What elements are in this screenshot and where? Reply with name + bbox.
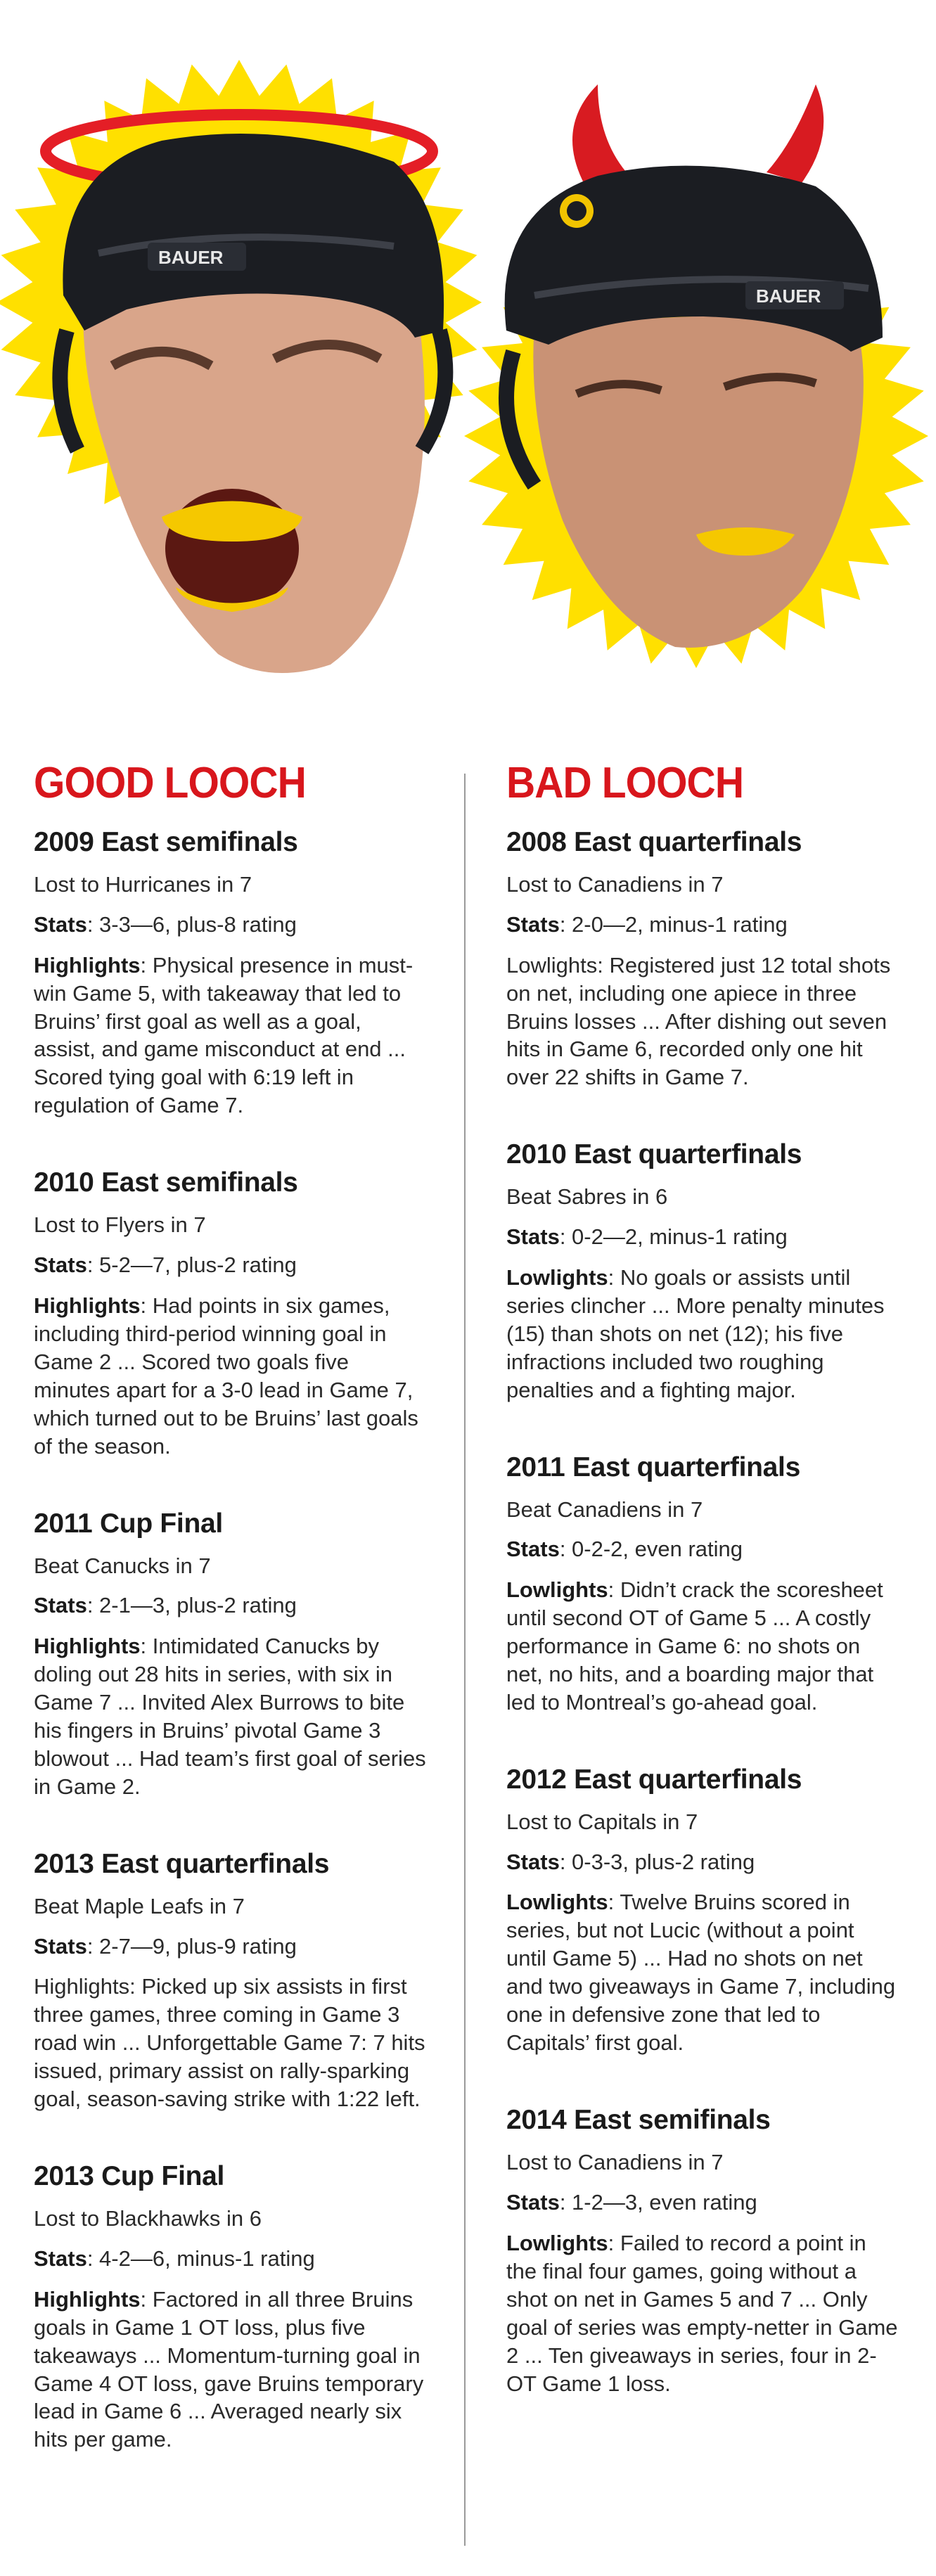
bad-entry — [506, 1764, 900, 2057]
good-entry — [34, 1849, 428, 2113]
entry-title: 2014 East semifinals — [506, 2105, 771, 2136]
notes-text: : Twelve Bruins scored in series, but not Lucic (without a point until Game 5) ... Had no shots on net and two giveaways in Game 7, including one in defensive zone that led to Capitals’ first goal. — [506, 1890, 896, 2056]
good-entry — [34, 1508, 428, 1801]
stats-label: Stats — [506, 1537, 560, 1562]
entry-title: 2010 East semifinals — [34, 1167, 298, 1198]
good-looch-title: GOOD LOOCH — [34, 759, 306, 807]
entry-notes — [506, 1264, 900, 1404]
entry-stats — [34, 1933, 428, 1961]
entry-result: Lost to Canadiens in 7 — [506, 2150, 724, 2175]
bad-entry — [506, 2105, 900, 2397]
notes-label: Lowlights — [506, 1264, 608, 1290]
stats-value: : 0-2-2, even rating — [559, 1537, 743, 1562]
stats-label: Stats — [34, 911, 87, 937]
entry-title: 2010 East quarterfinals — [506, 1139, 802, 1170]
entry-stats — [34, 1592, 428, 1620]
entry-result: Lost to Hurricanes in 7 — [34, 872, 252, 897]
notes-text: : Intimidated Canucks by doling out 28 hits in series, with six in Game 7 ... Invited Alex Burrows to bite his fingers in Bruins’ pivotal Game 3 blowout ... Had team’s first goal of series in Game 2. — [34, 1634, 426, 1799]
entry-notes — [506, 2229, 900, 2398]
entry-title: 2008 East quarterfinals — [506, 827, 802, 858]
stats-label: Stats — [506, 911, 560, 937]
entry-notes — [34, 1973, 428, 2113]
entry-result: Lost to Flyers in 7 — [34, 1212, 206, 1238]
devil-horns-icon — [572, 84, 629, 183]
entry-title: 2009 East semifinals — [34, 827, 298, 858]
notes-text: Highlights: Picked up six assists in first three games, three coming in Game 3 road win ... Unforgettable Game 7: 7 hits issued, primary assist on rally-sparking goal, season-saving strike with 1:22 left. — [34, 1974, 425, 2112]
entry-stats — [506, 1224, 900, 1251]
notes-text: : Didn’t crack the scoresheet until second OT of Game 5 ... A costly performance in Game 6: no shots on net, no hits, and a boarding major that led to Montreal’s go-ahead goal. — [506, 1577, 883, 1715]
entry-notes — [34, 951, 428, 1120]
stats-value: : 5-2—7, plus-2 rating — [86, 1252, 297, 1278]
notes-text: : No goals or assists until series clincher ... More penalty minutes (15) than shots on net (12); his five infractions included two roughing penalties and a fighting major. — [506, 1264, 885, 1402]
entry-stats — [34, 1252, 428, 1279]
notes-label: Highlights — [34, 1634, 141, 1659]
entry-result: Lost to Blackhawks in 6 — [34, 2206, 262, 2231]
entry-notes — [506, 951, 900, 1092]
entry-title: 2013 East quarterfinals — [34, 1848, 330, 1879]
entry-stats — [506, 1849, 900, 1876]
entry-notes — [34, 1632, 428, 1801]
entry-notes — [34, 1292, 428, 1461]
bad-entry — [506, 827, 900, 1091]
entry-stats — [506, 2189, 900, 2217]
entry-result: Lost to Canadiens in 7 — [506, 872, 724, 897]
stats-value: : 0-3-3, plus-2 rating — [559, 1849, 755, 1874]
good-entry — [34, 2161, 428, 2454]
stats-value: : 2-1—3, plus-2 rating — [86, 1593, 297, 1618]
stats-value: : 2-7—9, plus-9 rating — [86, 1933, 297, 1959]
bad-looch-column — [506, 760, 900, 2445]
good-looch-portrait — [46, 115, 445, 673]
entry-title: 2012 East quarterfinals — [506, 1764, 802, 1795]
bad-entry — [506, 1139, 900, 1404]
hero-illustration — [0, 0, 936, 745]
stats-value: : 1-2—3, even rating — [559, 2189, 757, 2215]
entry-title: 2011 East quarterfinals — [506, 1452, 800, 1482]
notes-label: Highlights — [34, 1293, 141, 1318]
notes-label: Lowlights — [506, 1890, 608, 1915]
good-entry — [34, 827, 428, 1120]
bad-entry — [506, 1452, 900, 1717]
svg-text:BAUER: BAUER — [756, 286, 821, 307]
entry-title: 2011 Cup Final — [34, 1508, 223, 1539]
entry-stats — [506, 1536, 900, 1563]
bad-looch-title: BAD LOOCH — [506, 759, 744, 807]
entry-result: Beat Maple Leafs in 7 — [34, 1893, 245, 1918]
svg-text:BAUER: BAUER — [158, 247, 224, 268]
stats-label: Stats — [34, 1933, 87, 1959]
stats-label: Stats — [506, 1224, 560, 1250]
entry-result: Lost to Capitals in 7 — [506, 1809, 698, 1834]
stats-value: : 2-0—2, minus-1 rating — [559, 911, 788, 937]
entry-notes — [506, 1576, 900, 1717]
notes-label: Lowlights — [506, 1577, 608, 1603]
entry-title: 2013 Cup Final — [34, 2161, 225, 2192]
notes-text: Lowlights: Registered just 12 total shots on net, including one apiece in three Bruins losses ... After dishing out seven hits in Game 6, recorded only one hit over 22 shifts in Game 7. — [506, 952, 891, 1090]
entry-notes — [506, 1888, 900, 2057]
notes-text: : Physical presence in must-win Game 5, with takeaway that led to Bruins’ first goal as well as a goal, assist, and game misconduct at end ... Scored tying goal with 6:19 left in regulation of Game 7. — [34, 952, 413, 1118]
notes-label: Highlights — [34, 952, 141, 978]
stats-label: Stats — [34, 2245, 87, 2271]
entry-notes — [34, 2286, 428, 2454]
entry-result: Beat Canucks in 7 — [34, 1553, 211, 1578]
notes-label: Lowlights — [506, 2230, 608, 2255]
notes-text: : Had points in six games, including third-period winning goal in Game 2 ... Scored two goals five minutes apart for a 3-0 lead in Game 7, which turned out to be Bruins’ last goals of the season. — [34, 1293, 418, 1459]
stats-label: Stats — [34, 1593, 87, 1618]
entry-stats — [506, 911, 900, 939]
entry-stats — [34, 2245, 428, 2273]
good-looch-column — [34, 760, 428, 2501]
notes-text: : Failed to record a point in the final four games, going without a shot on net in Games 5 and 7 ... Only goal of series was empty-netter in Game 2 ... Ten giveaways in series, four in 2-OT Game 1 loss. — [506, 2230, 898, 2396]
entry-stats — [34, 911, 428, 939]
notes-label: Highlights — [34, 2286, 141, 2312]
stats-label: Stats — [34, 1252, 87, 1278]
good-entry — [34, 1167, 428, 1460]
column-divider — [464, 774, 466, 2546]
stats-value: : 0-2—2, minus-1 rating — [559, 1224, 788, 1250]
entry-result: Beat Sabres in 6 — [506, 1184, 668, 1210]
notes-text: : Factored in all three Bruins goals in Game 1 OT loss, plus five takeaways ... Momentum-turning goal in Game 4 OT loss, gave Bruins temporary lead in Game 6 ... Averaged nearly six hits per game. — [34, 2286, 424, 2452]
stats-value: : 3-3—6, plus-8 rating — [86, 911, 297, 937]
stats-value: : 4-2—6, minus-1 rating — [86, 2245, 315, 2271]
stats-label: Stats — [506, 1849, 560, 1874]
stats-label: Stats — [506, 2189, 560, 2215]
entry-result: Beat Canadiens in 7 — [506, 1497, 703, 1522]
